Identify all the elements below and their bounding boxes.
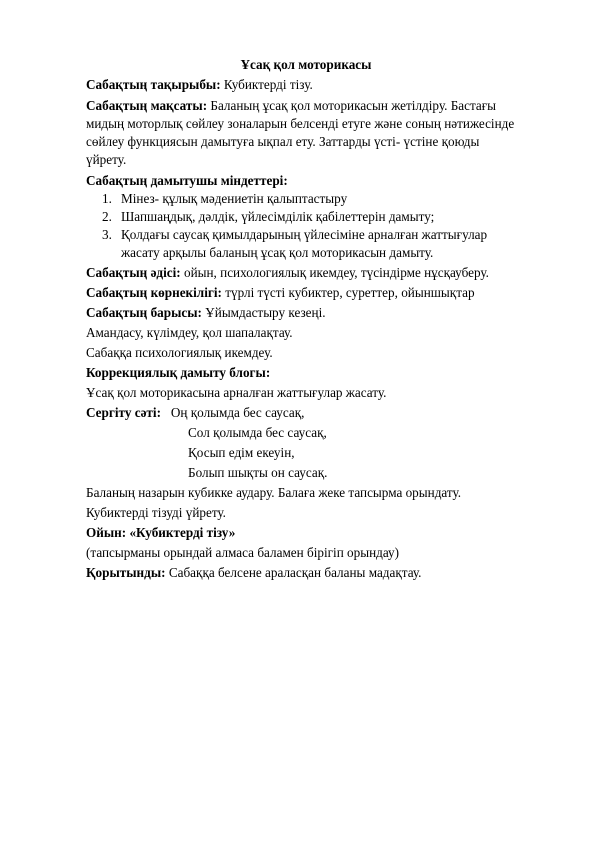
document-body bbox=[86, 56, 526, 582]
tasks-label: Сабақтың дамытушы міндеттері: bbox=[86, 173, 288, 188]
goal-label: Сабақтың мақсаты: bbox=[86, 98, 208, 113]
progress-label: Сабақтың барысы: bbox=[86, 305, 202, 320]
method-text: ойын, психологиялық икемдеу, түсіндірме нұсқауберу. bbox=[180, 265, 489, 280]
topic-label: Сабақтың тақырыбы: bbox=[86, 77, 221, 92]
goal-line-1: Баланың ұсақ қол моторикасын жетілдіру. Бастағы bbox=[207, 98, 497, 113]
conclusion-line bbox=[86, 564, 526, 582]
list-number: 1. bbox=[102, 191, 112, 206]
topic-text: Кубиктерді тізу. bbox=[220, 77, 313, 92]
warmup-label: Сергіту сәті: bbox=[86, 405, 161, 420]
conclusion-label: Қорытынды: bbox=[86, 565, 166, 580]
goal-line-2: мидың моторлық сөйлеу зоналарын белсенді етуге және соның нәтижесінде bbox=[86, 116, 515, 131]
warmup-line-4: Болып шықты он саусақ. bbox=[188, 465, 328, 480]
visual-text: түрлі түсті кубиктер, суреттер, ойыншықтар bbox=[221, 285, 475, 300]
goal-line-4: үйрету. bbox=[86, 152, 127, 167]
psych-line: Сабаққа психологиялық икемдеу. bbox=[86, 345, 273, 360]
list-item-text: Шапшаңдық, дәлдік, үйлесімділік қабілеттерін дамыту; bbox=[121, 209, 435, 224]
list-item bbox=[86, 208, 526, 226]
tasks-heading bbox=[86, 172, 526, 190]
game-text: «Кубиктерді тізу» bbox=[126, 525, 236, 540]
warmup-line-2: Сол қолымда бес саусақ, bbox=[188, 425, 327, 440]
document-title: Ұсақ қол моторикасы bbox=[240, 57, 372, 72]
visual-line bbox=[86, 284, 526, 302]
topic-line bbox=[86, 76, 526, 94]
list-number: 2. bbox=[102, 209, 112, 224]
list-item bbox=[86, 226, 526, 262]
correction-label: Коррекциялық дамыту блогы: bbox=[86, 365, 271, 380]
attention-line: Баланың назарын кубикке аудару. Балаға жеке тапсырма орындату. bbox=[86, 485, 462, 500]
method-label: Сабақтың әдісі: bbox=[86, 265, 181, 280]
list-number: 3. bbox=[102, 227, 112, 242]
warmup-line-3: Қосып едім екеуін, bbox=[188, 445, 295, 460]
list-item bbox=[86, 190, 526, 208]
list-item-text: Қолдағы саусақ қимылдарының үйлесіміне арналған жаттығулар bbox=[121, 227, 488, 242]
goal-line-3: сөйлеу функциясын дамытуға ықпал ету. Заттарды үсті- үстіне қоюды bbox=[86, 134, 480, 149]
progress-text: Ұйымдастыру кезеңі. bbox=[201, 305, 326, 320]
conclusion-text: Сабаққа белсене араласқан баланы мадақтау. bbox=[165, 565, 422, 580]
exercises-line: Ұсақ қол моторикасына арналған жаттығулар жасату. bbox=[86, 385, 387, 400]
warmup-line-1: Оң қолымда бес саусақ, bbox=[170, 405, 305, 420]
list-item-text: Мінез- құлық мәдениетін қалыптастыру bbox=[121, 191, 348, 206]
list-item-continuation: жасату арқылы баланың ұсақ қол моторикасын дамыту. bbox=[121, 245, 434, 260]
game-label: Ойын: bbox=[86, 525, 127, 540]
progress-line bbox=[86, 304, 526, 322]
teach-line: Кубиктерді тізуді үйрету. bbox=[86, 505, 226, 520]
visual-label: Сабақтың көрнекілігі: bbox=[86, 285, 222, 300]
greeting-line: Амандасу, күлімдеу, қол шапалақтау. bbox=[86, 325, 293, 340]
goal-paragraph bbox=[86, 97, 526, 169]
game-line bbox=[86, 524, 526, 542]
warmup-block bbox=[86, 404, 526, 482]
tasks-list bbox=[86, 190, 526, 262]
correction-line bbox=[86, 364, 526, 382]
method-line bbox=[86, 264, 526, 282]
game-note-line: (тапсырманы орындай алмаса баламен бірігіп орындау) bbox=[86, 545, 400, 560]
